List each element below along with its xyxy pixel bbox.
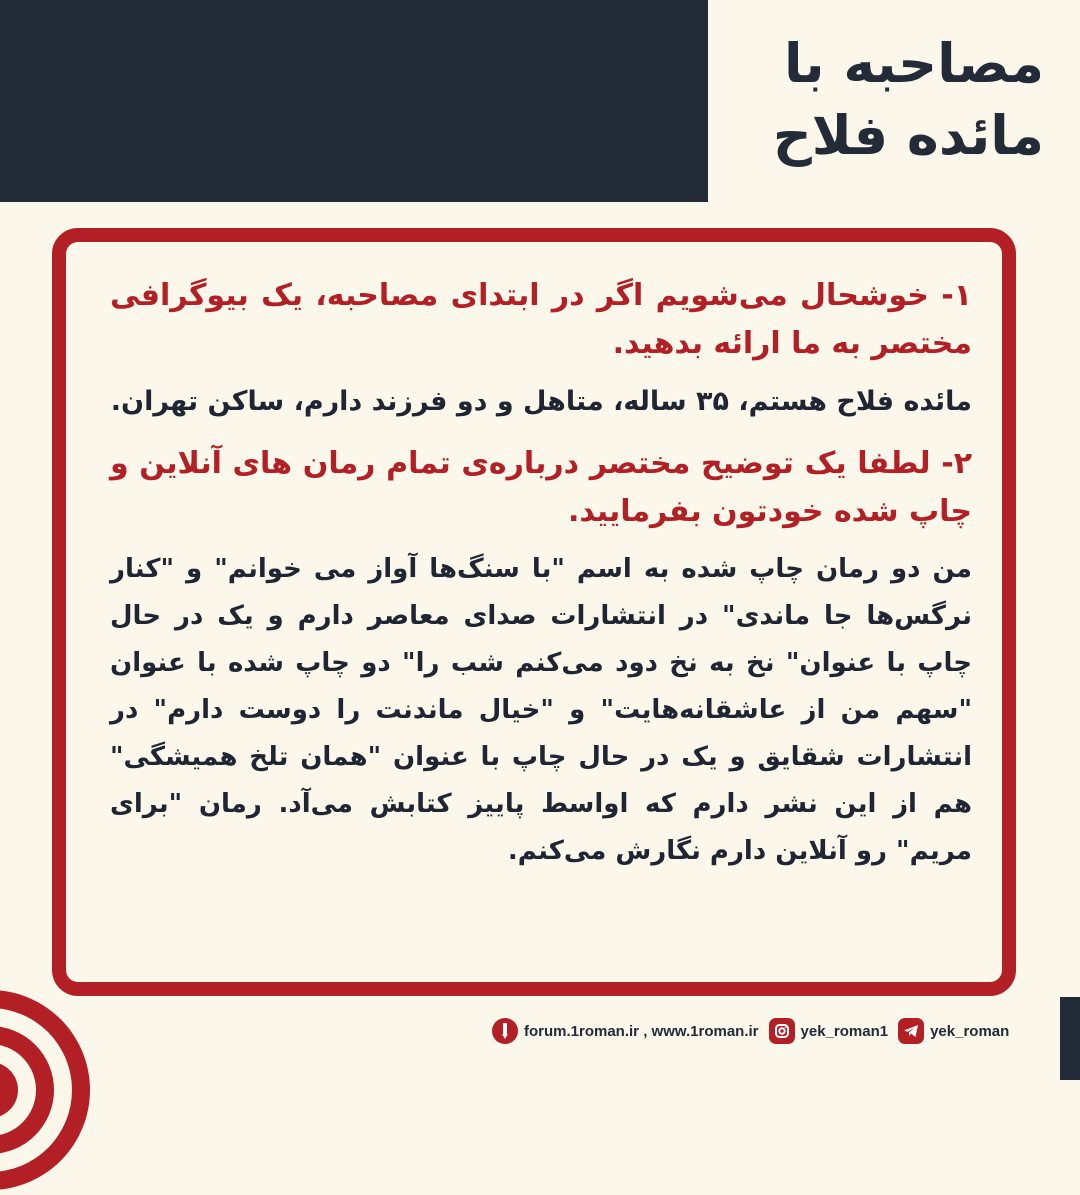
title-line-1: مصاحبه با (784, 32, 1044, 95)
header-dark-block (0, 0, 708, 202)
target-icon (0, 985, 95, 1195)
telegram-icon (898, 1018, 924, 1044)
forum-url[interactable]: forum.1roman.ir (524, 1022, 640, 1040)
telegram-link[interactable] (898, 1018, 1009, 1044)
telegram-handle[interactable]: yek_roman (930, 1022, 1010, 1040)
question-1: ۱- خوشحال می‌شویم اگر در ابتدای مصاحبه، یک بیوگرافی مختصر به ما ارائه بدهید. (110, 278, 972, 361)
instagram-icon (769, 1018, 795, 1044)
instagram-handle[interactable]: yek_roman1 (800, 1022, 889, 1040)
answer-1: مائده فلاح هستم، ۳۵ ساله، متاهل و دو فرزند دارم، ساکن تهران. (110, 386, 972, 417)
footer-separator: , (639, 1022, 652, 1040)
answer-2: من دو رمان چاپ شده به اسم "با سنگ‌ها آواز می خوانم" و "کنار نرگس‌ها جا ماندی" در انتشارات صدای معاصر دارم و یک در حال چاپ با عنوان" نخ به نخ دود می‌کنم شب را" دو چاپ شده با عنوان "سهم من از عاشقانه‌هایت" و "خیال ماندنت را دوست دارم" در انتشارات شقایق و یک در حال چاپ با عنوان "همان تلخ همیشگی" هم از این نشر دارم که اواسط پاییز کتابش می‌آد. رمان "برای مریم" رو آنلاین دارم نگارش می‌کنم. (110, 554, 972, 866)
interview-card (52, 228, 1016, 996)
title-line-2: مائده فلاح (772, 104, 1044, 167)
question-2: ۲- لطفا یک توضیح مختصر درباره‌ی تمام رمان های آنلاین و چاپ شده خودتون بفرمایید. (110, 446, 972, 529)
corner-dark-tab (1060, 997, 1080, 1080)
instagram-link[interactable] (769, 1018, 889, 1044)
forum-link[interactable] (492, 1018, 759, 1044)
page-title (714, 28, 1044, 172)
website-url[interactable]: www.1roman.ir (651, 1022, 759, 1040)
forum-pen-icon (492, 1018, 518, 1044)
footer-links (492, 1014, 1052, 1048)
interview-content (110, 272, 972, 958)
